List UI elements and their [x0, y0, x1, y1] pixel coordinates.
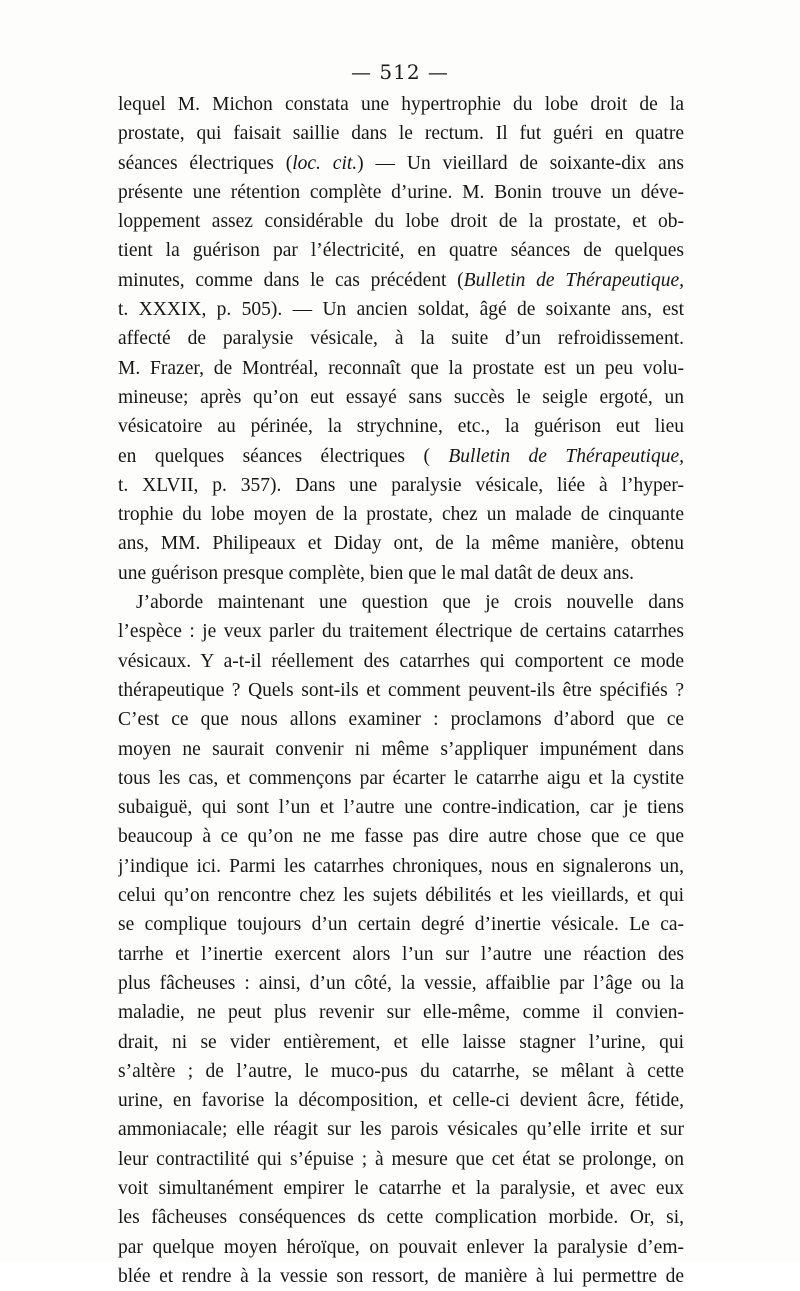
text-run: t. XLVII, p. 357). Dans une paralysie vésicale, liée à l’hyper- — [118, 474, 684, 496]
text-run: se complique toujours d’un certain degré d’inertie vésicale. Le ca- — [118, 914, 684, 936]
text-run: séances électriques ( — [118, 152, 293, 174]
text-run: vésicaux. Y a-t-il réellement des catarrhes qui comportent ce mode — [118, 650, 684, 672]
text-run: par quelque moyen héroïque, on pouvait enlever la paralysie d’em- — [118, 1236, 684, 1258]
text-line — [118, 236, 684, 265]
text-run: trophie du lobe moyen de la prostate, chez un malade de cinquante — [118, 504, 684, 526]
text-line — [118, 588, 684, 617]
text-run: subaiguë, qui sont l’un et l’autre une contre-indication, car je tiens — [118, 797, 684, 819]
text-line — [118, 178, 684, 207]
text-run: moyen ne saurait convenir ni même s’appliquer impunément dans — [118, 738, 684, 760]
text-run: C’est ce que nous allons examiner : proclamons d’abord que ce — [118, 709, 684, 731]
text-line — [118, 412, 684, 441]
text-line — [118, 1203, 684, 1232]
text-run: minutes, comme dans le cas précédent ( — [118, 269, 464, 291]
text-run: maladie, ne peut plus revenir sur elle-même, comme il convien- — [118, 1002, 684, 1024]
text-line — [118, 266, 684, 295]
text-line — [118, 90, 684, 119]
text-line — [118, 998, 684, 1027]
text-line — [118, 442, 684, 471]
text-run: tarrhe et l’inertie exercent alors l’un sur l’autre une réaction des — [118, 943, 684, 965]
text-run: prostate, qui faisait saillie dans le rectum. Il fut guéri en quatre — [118, 123, 684, 145]
text-run: j’indique ici. Parmi les catarrhes chroniques, nous en signalerons un, — [118, 855, 684, 877]
text-run: affecté de paralysie vésicale, à la suite d’un refroidissement. — [118, 328, 684, 350]
text-line — [118, 559, 684, 588]
text-run: ammoniacale; elle réagit sur les parois vésicales qu’elle irrite et sur — [118, 1119, 684, 1141]
italic-text-run: Bulletin de Thérapeutique, — [448, 445, 684, 467]
text-run: lequel M. Michon constata une hypertrophie du lobe droit de la — [118, 94, 684, 115]
text-run: mineuse; après qu’on eut essayé sans succès le seigle ergoté, un — [118, 386, 684, 408]
text-run: tous les cas, et commençons par écarter le catarrhe aigu et la cystite — [118, 767, 684, 789]
text-line — [118, 1174, 684, 1203]
text-run: blée et rendre à la vessie son ressort, de manière à lui permettre de — [118, 1265, 684, 1287]
text-line — [118, 617, 684, 646]
text-run: ans, MM. Philipeaux et Diday ont, de la même manière, obtenu — [118, 533, 684, 555]
text-line — [118, 764, 684, 793]
text-run: M. Frazer, de Montréal, reconnaît que la prostate est un peu volu- — [118, 357, 684, 379]
text-run: tient la guérison par l’électricité, en quatre séances de quelques — [118, 240, 684, 262]
text-run: celui qu’on rencontre chez les sujets débilités et les vieillards, et qui — [118, 885, 684, 907]
text-line — [118, 940, 684, 969]
text-run: voit simultanément empirer le catarrhe et la paralysie, et avec eux — [118, 1177, 684, 1199]
text-run: leur contractilité qui s’épuise ; à mesure que cet état se prolonge, on — [118, 1148, 684, 1170]
text-run: présente une rétention complète d’urine. M. Bonin trouve un déve- — [118, 181, 684, 203]
text-run: s’altère ; de l’autre, le muco-pus du catarrhe, se mêlant à cette — [118, 1060, 684, 1082]
text-run: beaucoup à ce qu’on ne me fasse pas dire autre chose que ce que — [118, 826, 684, 848]
text-line — [118, 910, 684, 939]
text-line — [118, 1028, 684, 1057]
text-line — [118, 295, 684, 324]
text-line — [118, 647, 684, 676]
text-run: t. XXXIX, p. 505). — Un ancien soldat, âgé de soixante ans, est — [118, 299, 684, 321]
text-run: plus fâcheuses : ainsi, d’un côté, la vessie, affaiblie par l’âge ou la — [118, 972, 684, 994]
text-line — [118, 1115, 684, 1144]
text-line — [118, 471, 684, 500]
text-run: thérapeutique ? Quels sont-ils et comment peuvent-ils être spécifiés ? — [118, 679, 684, 701]
text-line — [118, 207, 684, 236]
text-line — [118, 1233, 684, 1262]
italic-text-run: Bulletin de Thérapeutique, — [463, 269, 684, 291]
text-run: les fâcheuses conséquences ds cette complication morbide. Or, si, — [118, 1207, 684, 1229]
text-run: loppement assez considérable du lobe droit de la prostate, et ob- — [118, 211, 684, 233]
text-line — [118, 969, 684, 998]
text-run: drait, ni se vider entièrement, et elle laisse stagner l’urine, qui — [118, 1031, 684, 1053]
text-line — [118, 1086, 684, 1115]
body-text — [118, 90, 684, 1291]
text-run: l’espèce : je veux parler du traitement électrique de certains catarrhes — [118, 621, 684, 643]
text-line — [118, 1145, 684, 1174]
text-line — [118, 793, 684, 822]
text-run: ) — Un vieillard de soixante-dix ans — [357, 152, 684, 174]
italic-text-run: loc. cit. — [292, 152, 358, 174]
text-line — [118, 529, 684, 558]
text-line — [118, 383, 684, 412]
text-line — [118, 705, 684, 734]
text-line — [118, 500, 684, 529]
text-line — [118, 852, 684, 881]
text-line — [118, 822, 684, 851]
text-run: urine, en favorise la décomposition, et celle-ci devient âcre, fétide, — [118, 1090, 684, 1112]
text-line — [118, 881, 684, 910]
text-line — [118, 354, 684, 383]
text-run: vésicatoire au périnée, la strychnine, etc., la guérison eut lieu — [118, 416, 684, 438]
text-line — [118, 324, 684, 353]
text-run: une guérison presque complète, bien que le mal datât de deux ans. — [118, 562, 635, 584]
text-line — [118, 1057, 684, 1086]
text-run: en quelques séances électriques ( — [118, 445, 449, 467]
text-line — [118, 149, 684, 178]
text-line — [118, 1262, 684, 1291]
text-line — [118, 735, 684, 764]
text-line — [118, 676, 684, 705]
text-line — [118, 119, 684, 148]
text-run: J’aborde maintenant une question que je crois nouvelle dans — [136, 592, 684, 614]
page-number: — 512 — — [351, 60, 449, 84]
